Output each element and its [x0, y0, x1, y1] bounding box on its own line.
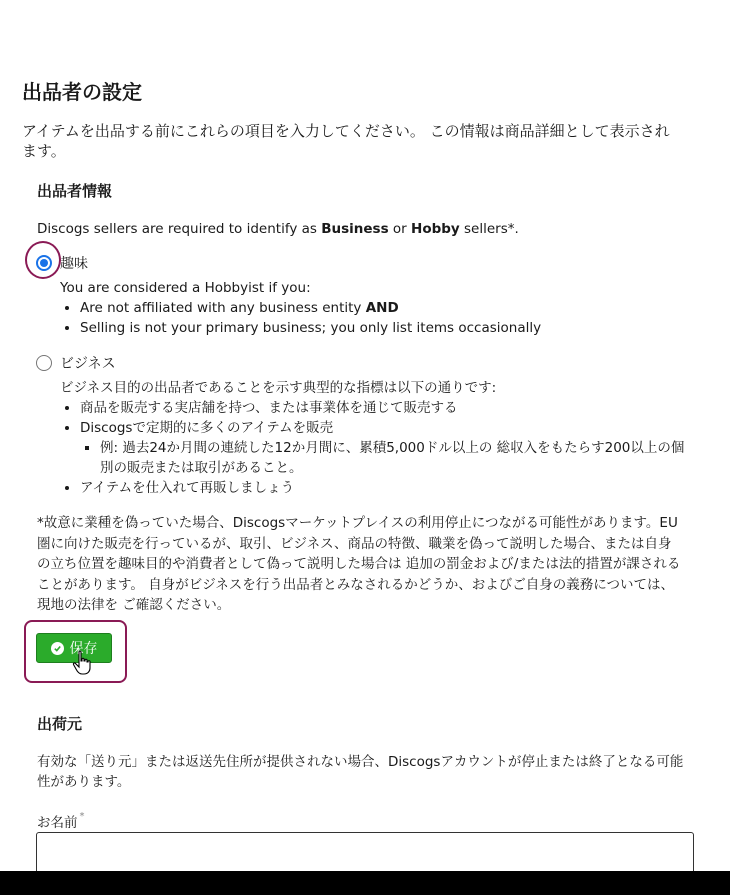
business-list [60, 398, 690, 498]
legal-notice: *故意に業種を偽っていた場合、Discogsマーケットプレイスの利用停止につながる可能性があります。EU圏に向けた販売を行っているが、取引、ビジネス、商品の特徴、職業を偽って説明した場合、または自身の立ち位置を趣味目的や消費者として偽って説明した場合は 追加の罰金および/または法的措置が課されることがあります。 自身がビジネスを行う出品者とみなされるかどうか、およびご自身の義務については、現地の法律を ご確認ください。 [37, 515, 681, 613]
radio-hobby-label: 趣味 [60, 256, 88, 272]
business-bullet-1: • 商品を販売する実店舗を持つ、または事業体を通じて販売する [80, 398, 690, 418]
business-intro: ビジネス目的の出品者であることを示す典型的な指標は以下の通りです: [60, 380, 497, 396]
business-bullet-3: • アイテムを仕入れて再販しましょう [80, 478, 690, 498]
business-bullet-2: • Discogsで定期的に多くのアイテムを販売 ▪ 例: 過去24か月間の連続した12か月間に、累積5,000ドル以上の 総収入をもたらす200以上の個別の販売または取引があること。 [80, 418, 690, 478]
seller-type-description: Discogs sellers are required to identify as Business or Hobby sellers*. [37, 221, 519, 237]
hobby-intro: You are considered a Hobbyist if you: [60, 280, 311, 296]
shipping-from-heading: 出荷元 [37, 715, 83, 733]
hobby-bullet-2: • Selling is not your primary business; you only list items occasionally [80, 318, 690, 338]
shipping-from-description: 有効な「送り元」または返送先住所が提供されない場合、Discogsアカウントが停止または終了となる可能性があります。 [37, 754, 684, 790]
seller-info-heading: 出品者情報 [37, 182, 113, 200]
name-label: お名前 * [37, 811, 85, 831]
hand-cursor-icon [72, 650, 92, 676]
name-input[interactable] [36, 832, 694, 876]
hobby-details [60, 278, 690, 338]
hobby-bullet-1: • Are not affiliated with any business entity AND [80, 298, 690, 318]
page-intro: アイテムを出品する前にこれらの項目を入力してください。 この情報は商品詳細として表示されます。 [22, 122, 670, 160]
check-circle-icon [51, 642, 64, 655]
bottom-black-bar [0, 871, 730, 895]
radio-business[interactable] [36, 353, 116, 373]
radio-hobby-button[interactable] [36, 255, 52, 271]
radio-hobby[interactable] [36, 253, 88, 273]
business-sublist [80, 438, 690, 478]
save-button-label: 保存 [69, 641, 98, 657]
business-sub-bullet: ▪ 例: 過去24か月間の連続した12か月間に、累積5,000ドル以上の 総収入をもたらす200以上の個別の販売または取引があること。 [100, 438, 690, 478]
radio-business-label: ビジネス [60, 356, 116, 372]
hobby-list [60, 298, 690, 338]
required-mark: * [79, 811, 85, 822]
radio-business-button[interactable] [36, 355, 52, 371]
business-details [60, 378, 690, 498]
page-title: 出品者の設定 [22, 80, 142, 104]
